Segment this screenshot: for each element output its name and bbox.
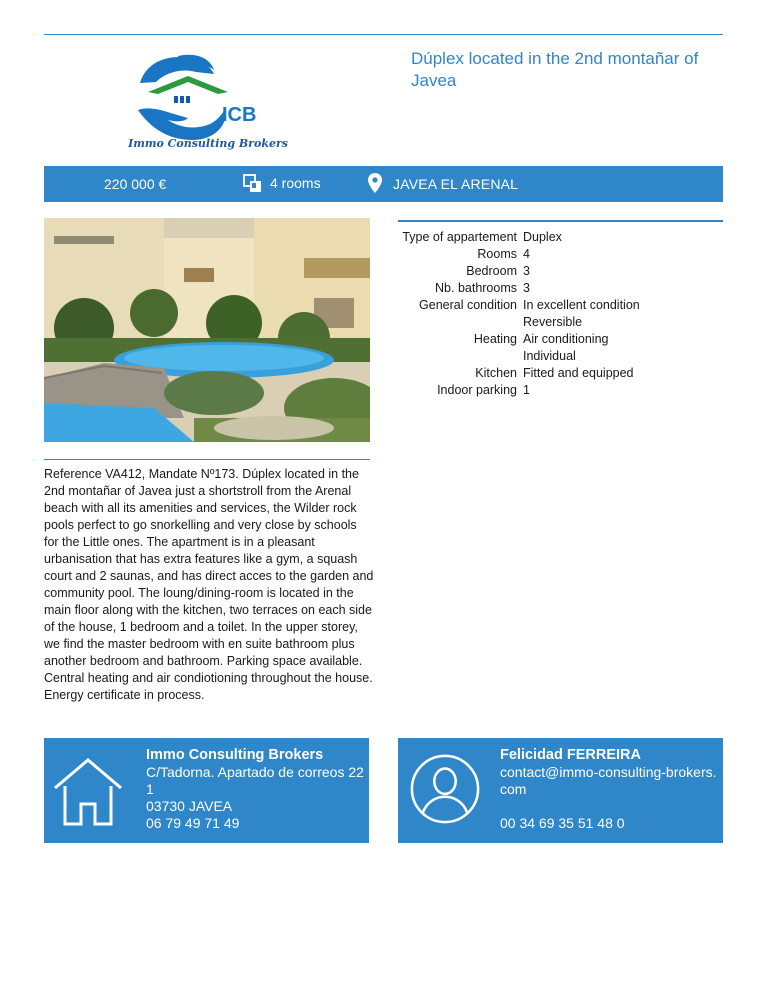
details-value: 4 [523,247,530,261]
details-label: Rooms [477,247,517,261]
details-label: Indoor parking [437,383,517,397]
details-row [392,297,640,314]
details-label: Type of appartement [402,230,517,244]
details-value: Fitted and equipped [523,366,634,380]
agent-name: Felicidad FERREIRA [500,747,641,763]
details-label: Nb. bathrooms [435,281,517,295]
details-value: 1 [523,383,530,397]
price: 220 000 € [104,176,167,192]
agency-phone[interactable]: 06 79 49 71 49 [146,815,240,831]
property-photo [44,218,370,442]
details-label: Kitchen [475,366,517,380]
agent-phone[interactable]: 00 34 69 35 51 48 0 [500,815,625,831]
details-row [392,314,640,331]
agency-card [44,738,369,843]
rooms-icon [243,174,263,194]
details-row [392,365,640,382]
description-divider [44,459,370,460]
details-value: 3 [523,264,530,278]
details-divider [398,220,723,222]
details-row [392,263,640,280]
details-row [392,348,640,365]
details-row [392,246,640,263]
location-pin-icon [368,173,382,193]
details-row [392,382,640,399]
info-bar [44,166,723,202]
details-row [392,331,640,348]
details-value: Air conditioning [523,332,609,346]
agency-city: 03730 JAVEA [146,798,233,814]
rooms-count: 4 rooms [270,175,321,191]
details-row [392,229,640,246]
top-divider [44,34,723,35]
details-value: In excellent condition [523,298,640,312]
agency-address: C/Tadorna. Apartado de correos 221 [146,764,364,797]
logo-text: ICB [222,104,257,126]
details-row [392,280,640,297]
details-label: Bedroom [466,264,517,278]
details-value: Duplex [523,230,562,244]
agency-name: Immo Consulting Brokers [146,747,324,763]
details-value: Individual [523,349,576,363]
agent-card [398,738,723,843]
location: JAVEA EL ARENAL [393,176,519,192]
details-value: 3 [523,281,530,295]
house-icon [51,756,125,828]
property-description: Reference VA412, Mandate Nº173. Dúplex located in the 2nd montañar of Javea just a shortstroll from the Arenal beach with all its amenities and services, the Wilder rock pools perfect to go snorkelling and very close by schools for the Little ones. The apartment is in a pleasant urbanisation that has extra features like a gym, a squash court and 2 saunas, and has direct acces to the garden and community pool. The loung/dining-room is located in the main floor along with the kitchen, two terraces on each side of the house, 1 bedroom and a toilet. In the upper storey, we find the master bedroom with en suite bathroom plus another bedroom and bathroom. Parking space available. Central heating and air condiotioning throughout the house. Energy certificate in process. [44,467,374,702]
details-label [392,314,523,331]
details-label: General condition [419,298,517,312]
page-title: Dúplex located in the 2nd montañar of Javea [411,49,699,90]
logo-subtitle: Immo Consulting Brokers [128,137,288,150]
details-value: Reversible [523,315,583,329]
agent-email[interactable]: contact@immo-consulting-brokers.com [500,764,717,797]
details-label [392,348,523,365]
user-avatar-icon [408,753,482,825]
details-label: Heating [473,332,517,346]
details-table [392,229,640,399]
